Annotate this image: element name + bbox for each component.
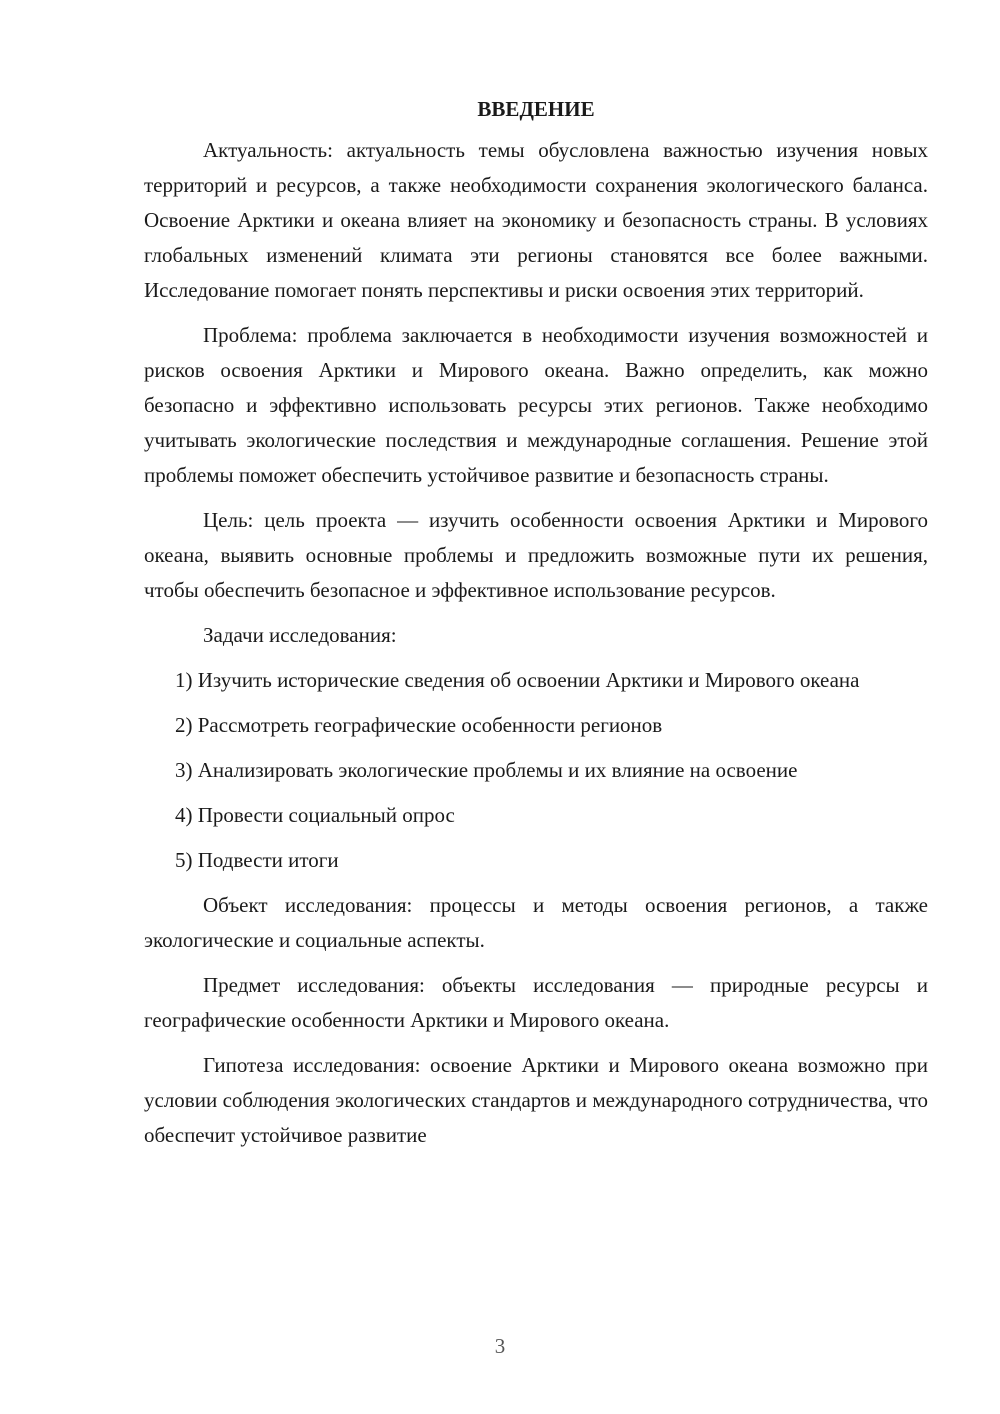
list-item: 4) Провести социальный опрос <box>175 803 455 827</box>
tasks-heading: Задачи исследования: <box>203 623 397 647</box>
paragraph-subject: Предмет исследования: объекты исследования — природные ресурсы и географические особенности Арктики и Мирового океана. <box>144 973 928 1032</box>
tasks-list <box>144 663 928 878</box>
document-page <box>144 92 928 1163</box>
page-title: ВВЕДЕНИЕ <box>477 97 595 121</box>
page-number: 3 <box>494 1334 506 1358</box>
list-item: 2) Рассмотреть географические особенности регионов <box>175 713 663 737</box>
paragraph-object: Объект исследования: процессы и методы освоения регионов, а также экологические и социальные аспекты. <box>144 893 928 952</box>
paragraph-goal: Цель: цель проекта — изучить особенности освоения Арктики и Мирового океана, выявить основные проблемы и предложить возможные пути их решения, чтобы обеспечить безопасное и эффективное использование ресурсов. <box>144 508 928 602</box>
list-item: 5) Подвести итоги <box>175 848 339 872</box>
paragraph-problem: Проблема: проблема заключается в необходимости изучения возможностей и рисков освоения Арктики и Мирового океана. Важно определить, как можно безопасно и эффективно использовать ресурсы этих регионов. Также необходимо учитывать экологические последствия и международные соглашения. Решение этой проблемы поможет обеспечить устойчивое развитие и безопасность страны. <box>144 323 928 487</box>
paragraph-hypothesis: Гипотеза исследования: освоение Арктики и Мирового океана возможно при условии соблюдения экологических стандартов и международного сотрудничества, что обеспечит устойчивое развитие <box>144 1053 928 1147</box>
paragraph-relevance: Актуальность: актуальность темы обусловлена важностью изучения новых территорий и ресурсов, а также необходимости сохранения экологического баланса. Освоение Арктики и океана влияет на экономику и безопасность страны. В условиях глобальных изменений климата эти регионы становятся все более важными. Исследование помогает понять перспективы и риски освоения этих территорий. <box>144 138 928 302</box>
list-item: 3) Анализировать экологические проблемы и их влияние на освоение <box>175 758 798 782</box>
list-item: 1) Изучить исторические сведения об освоении Арктики и Мирового океана <box>175 668 860 692</box>
